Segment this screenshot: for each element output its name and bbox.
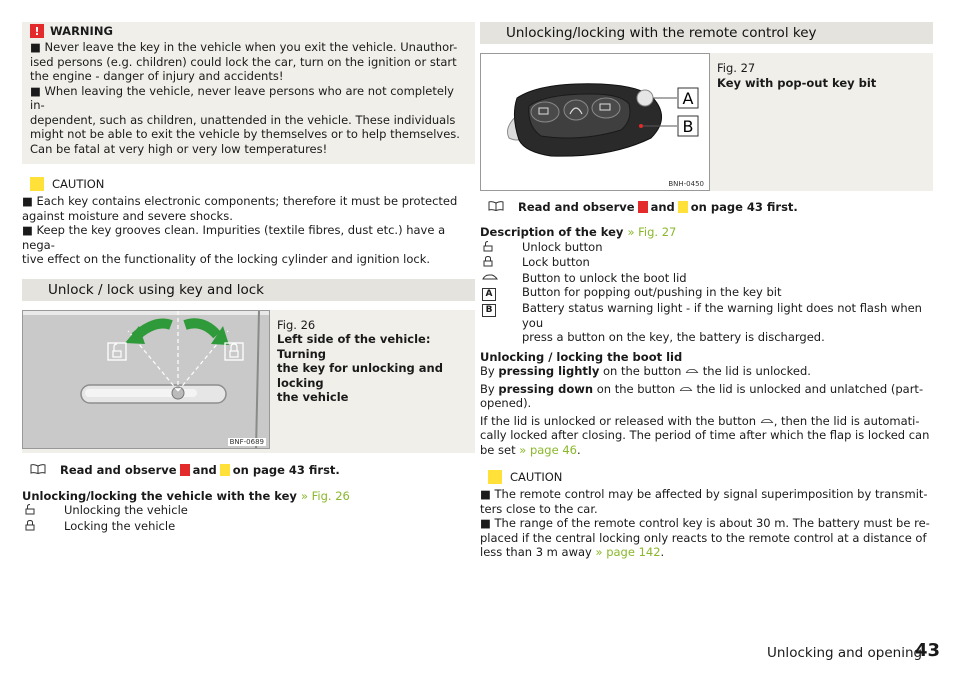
badge-a: A [482,288,496,301]
list-item [480,240,933,256]
description-heading [22,489,475,504]
caution-line: against moisture and severe shocks. [22,208,233,223]
car-boot-icon [685,364,699,378]
observe-and: and [650,200,675,214]
description-heading-text: Unlocking/locking the vehicle with the key [22,488,297,503]
car-boot-icon [760,414,774,428]
figure-caption-line: the vehicle [277,390,349,404]
caution-line: ■ The range of the remote control key is about 30 m. The battery must be re- [480,516,930,530]
caution-icon [488,470,502,484]
boot-paragraph [480,350,933,379]
boot-text: on the button [603,364,682,378]
caution-text-part: less than 3 m away [480,545,592,559]
warning-line: ■ When leaving the vehicle, never leave persons who are not completely in- [30,83,454,112]
boot-bold: pressing down [498,381,594,396]
section-title: Unlock / lock using key and lock [22,279,475,301]
warning-line: Can be fatal at very high or very low temperatures! [30,141,328,156]
figure-link[interactable]: » Fig. 27 [627,225,677,239]
door-handle-illustration [22,310,270,449]
list-item-text: Locking the vehicle [64,518,176,533]
list-item-line: press a button on the key, the battery is discharged. [522,330,825,344]
list-item-text [522,301,933,345]
boot-heading: Unlocking / locking the boot lid [480,349,683,364]
boot-text: the lid is unlocked. [702,364,811,378]
caution-line: ■ Each key contains electronic components; therefore it must be protected [22,194,458,208]
read-observe-note [22,462,475,478]
observe-and: and [192,462,217,477]
caution-line: ters close to the car. [480,501,598,516]
remote-key-drawing [481,54,710,191]
badge-b: B [482,304,496,317]
caution-icon [30,177,44,191]
section-title: Unlocking/locking with the remote control key [480,22,933,44]
warning-heading [30,22,467,40]
description-heading [480,225,933,240]
observe-suffix: on page 43 first. [690,200,798,214]
left-column [22,22,475,534]
boot-text: . [576,442,581,457]
boot-text: By [480,381,495,396]
figure-number: Fig. 26 [277,317,316,332]
figure-caption-line: Key with pop-out key bit [717,75,877,90]
boot-text: on the button [596,381,676,396]
observe-prefix: Read and observe [518,200,635,214]
label-a-icon [480,285,522,301]
figure-code: BNF-0689 [229,437,264,446]
caution-line: tive effect on the functionality of the locking cylinder and ignition lock. [22,252,431,266]
boot-text: opened). [480,396,532,410]
figure-caption-line: the key for unlocking and locking [277,361,443,390]
unlock-icon [480,240,522,256]
figure-26 [22,310,475,453]
figure-caption [717,61,876,90]
caution-marker-icon [220,464,230,476]
list-item [22,519,475,535]
list-item-text: Unlock button [522,239,603,254]
callout-a: A [682,89,694,108]
caution-text-part: . [660,545,665,559]
list-item [480,301,933,345]
lock-icon [22,519,64,535]
warning-line: ■ Never leave the key in the vehicle when you exit the vehicle. Unauthor- [30,40,458,54]
boot-bold: pressing lightly [498,364,600,378]
warning-icon: ! [30,24,44,38]
boot-paragraph [480,382,933,411]
warning-line: the engine - danger of injury and accidents! [30,69,284,83]
list-item [480,271,933,286]
list-item-text: Button for popping out/pushing in the key bit [522,285,782,299]
book-icon [30,463,48,477]
boot-text: , then the lid is automati- [773,413,920,428]
caution-text [480,487,933,560]
unlock-icon [22,503,64,519]
boot-paragraph [480,414,933,458]
list-item [480,285,933,301]
caution-title: CAUTION [52,177,105,191]
caution-text [22,194,475,267]
car-boot-icon [480,271,522,286]
list-item [480,255,933,271]
caution-heading [22,176,475,192]
figure-27 [480,53,933,191]
warning-title: WARNING [50,24,113,38]
caution-line: ■ Keep the key grooves clean. Impurities (textile fibres, dust etc.) have a nega- [22,223,446,252]
boot-text: cally locked after closing. The period of time after which the flap is locked can [480,428,930,442]
warning-marker-icon [180,464,190,476]
footer-section-title: Unlocking and opening [767,645,923,661]
boot-text: By [480,364,495,378]
label-b-icon [480,301,522,345]
read-observe-note [480,199,933,215]
list-item-text: Button to unlock the boot lid [522,270,687,285]
caution-line: placed if the central locking only reacts to the remote control at a distance of [480,530,927,545]
page-link[interactable]: » page 46 [519,442,577,457]
figure-link[interactable]: » Fig. 26 [300,488,350,503]
figure-caption [277,318,475,405]
list-item-text: Lock button [522,255,590,269]
remote-key-illustration [480,53,710,191]
caution-line [480,545,933,560]
boot-text: be set [480,442,516,457]
warning-box [22,22,475,164]
page-link[interactable]: » page 142 [595,545,661,559]
observe-prefix: Read and observe [60,462,177,477]
figure-caption-line: Left side of the vehicle: Turning [277,332,431,361]
observe-suffix: on page 43 first. [232,462,340,477]
list-item-text: Unlocking the vehicle [64,503,188,517]
warning-line: might not be able to exit the vehicle by themselves or to help themselves. [30,127,460,141]
lock-icon [480,255,522,271]
warning-line: dependent, such as children, unattended in the vehicle. These individuals [30,112,456,127]
book-icon [488,200,506,214]
callout-b: B [682,117,694,136]
list-item [22,503,475,519]
car-boot-icon [679,382,693,396]
caution-marker-icon [678,201,688,213]
page-number: 43 [915,640,941,661]
caution-heading [480,469,933,485]
list-item-line: Battery status warning light - if the warning light does not flash when you [522,301,922,330]
boot-text: If the lid is unlocked or released with the button [480,413,757,428]
figure-code: BNH-0450 [668,180,704,188]
right-column [480,22,933,560]
figure-number: Fig. 27 [717,61,756,75]
caution-title: CAUTION [510,470,563,484]
warning-marker-icon [638,201,648,213]
warning-line: ised persons (e.g. children) could lock the car, turn on the ignition or start [30,54,457,69]
caution-line: ■ The remote control may be affected by signal superimposition by transmit- [480,487,928,501]
door-handle-drawing [23,311,270,449]
description-heading-text: Description of the key [480,225,624,239]
boot-text: the lid is unlocked and unlatched (part- [696,381,924,396]
